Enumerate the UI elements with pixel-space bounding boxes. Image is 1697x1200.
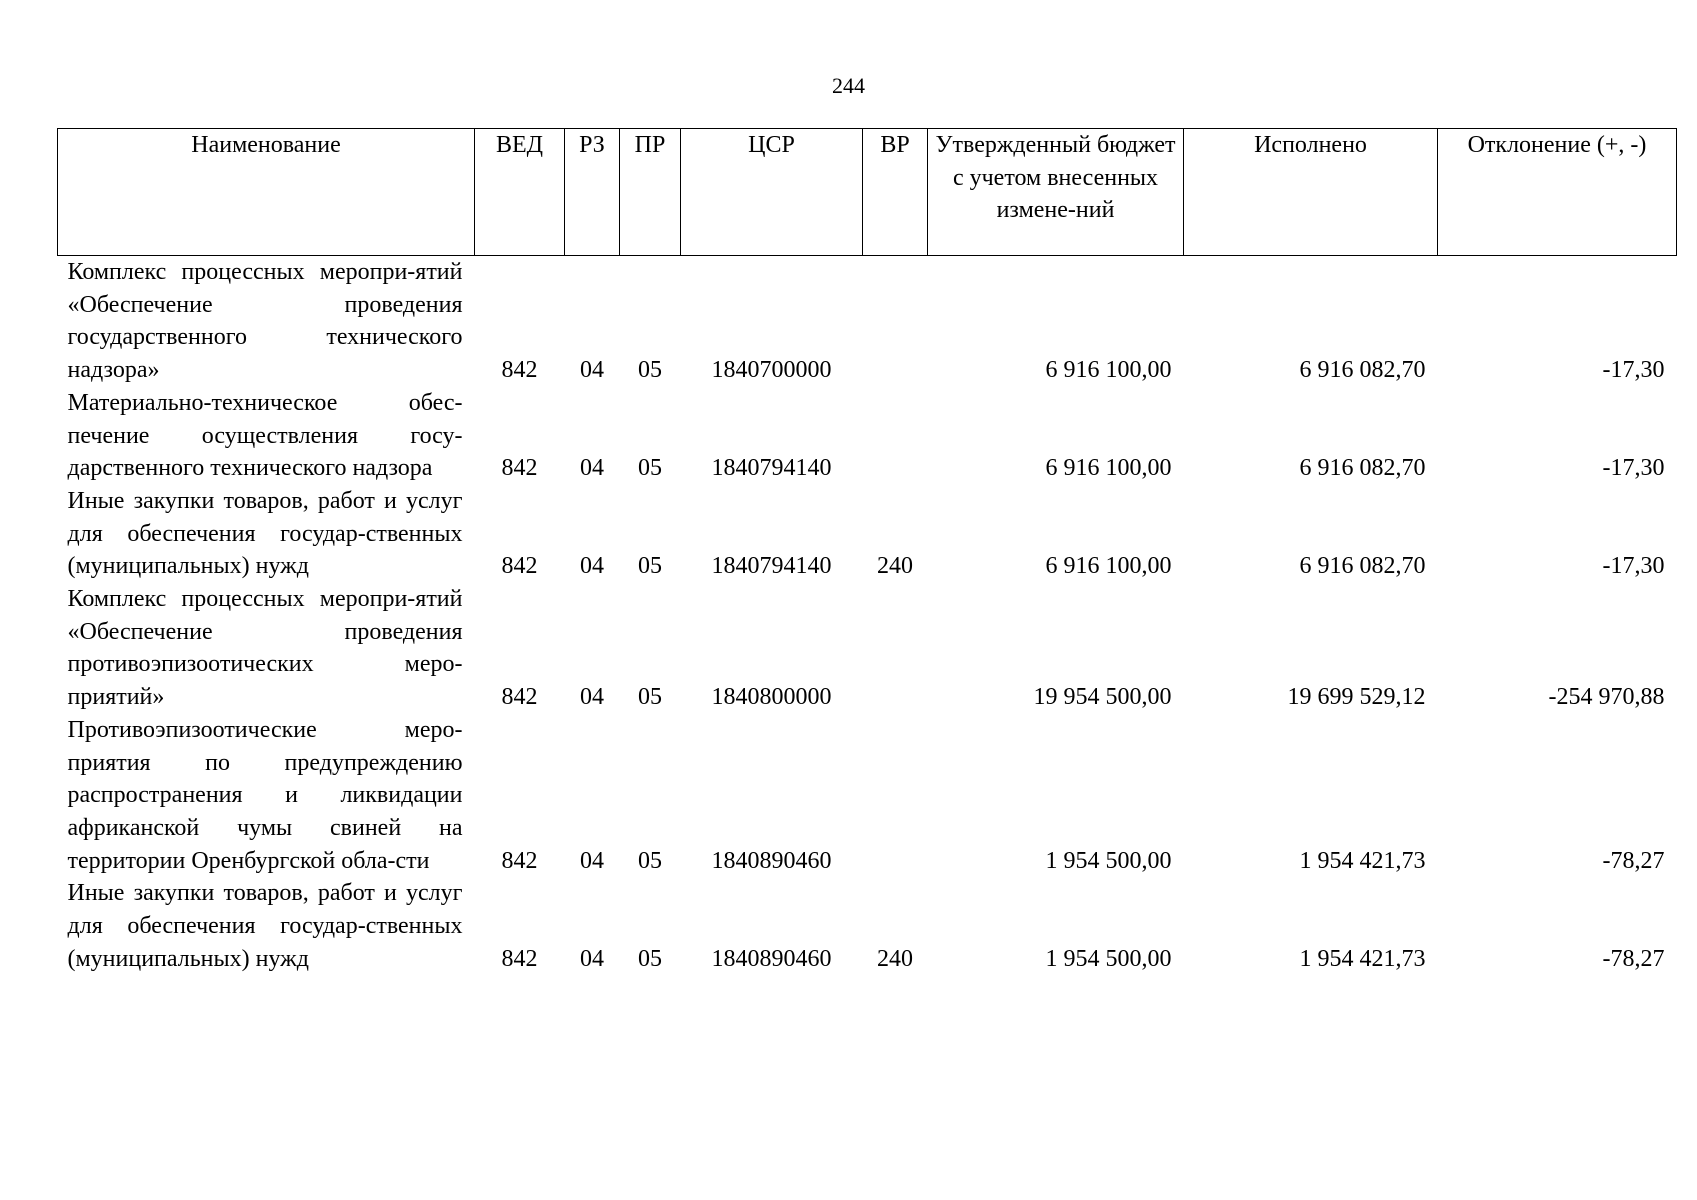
row-deviation: -78,27 [1602,847,1665,874]
header-rz: РЗ [565,129,620,256]
row-rz: 04 [580,945,604,972]
row-csr: 1840794140 [711,553,832,580]
row-name: Комплекс процессных меропри-ятий «Обеспечение проведения государственного технического надзора» [67,259,463,384]
row-name: Иные закупки товаров, работ и услуг для обеспечения государ-ственных (муниципальных) нужд [67,880,463,972]
header-name: Наименование [58,129,475,256]
row-pr: 05 [638,684,662,711]
row-approved: 1 954 500,00 [1045,847,1172,874]
row-ved: 842 [501,553,538,580]
row-executed: 6 916 082,70 [1299,553,1426,580]
row-deviation: -17,30 [1602,553,1665,580]
row-deviation: -17,30 [1602,357,1665,384]
row-csr: 1840800000 [711,684,832,711]
row-ved: 842 [501,945,538,972]
row-vr: 240 [877,945,913,972]
row-approved: 6 916 100,00 [1045,357,1172,384]
header-ved: ВЕД [475,129,565,256]
row-deviation: -17,30 [1602,455,1665,482]
row-vr [863,387,928,485]
row-rz: 04 [580,357,604,384]
row-rz: 04 [580,847,604,874]
row-pr: 05 [638,455,662,482]
row-approved: 1 954 500,00 [1045,945,1172,972]
row-pr: 05 [638,847,662,874]
row-name: Материально-техническое обес-печение осуществления госу-дарственного технического надзора [67,389,463,482]
row-ved: 842 [501,684,538,711]
header-csr: ЦСР [681,129,863,256]
row-vr [863,714,928,878]
row-approved: 19 954 500,00 [1033,684,1172,711]
row-deviation: -254 970,88 [1548,684,1665,711]
header-approved: Утвержденный бюджет с учетом внесенных измене-ний [928,129,1184,256]
row-name: Иные закупки товаров, работ и услуг для обеспечения государ-ственных (муниципальных) нужд [67,487,463,580]
row-approved: 6 916 100,00 [1045,455,1172,482]
header-deviation: Отклонение (+, -) [1438,129,1677,256]
row-executed: 6 916 082,70 [1299,455,1426,482]
row-pr: 05 [638,357,662,384]
row-executed: 1 954 421,73 [1299,847,1426,874]
table-row [58,387,1677,485]
row-ved: 842 [501,847,538,874]
row-ved: 842 [501,357,538,384]
row-vr [863,256,928,387]
header-vr: ВР [863,129,928,256]
row-name: Комплекс процессных меропри-ятий «Обеспечение проведения противоэпизоотических меро-приятий» [67,586,463,711]
table-row [58,714,1677,878]
row-pr: 05 [638,553,662,580]
table-row [58,877,1677,975]
row-vr: 240 [877,553,913,580]
table-row [58,256,1677,387]
row-csr: 1840700000 [711,357,832,384]
row-deviation: -78,27 [1602,945,1665,972]
table-row [58,485,1677,583]
row-executed: 6 916 082,70 [1299,357,1426,384]
row-csr: 1840890460 [711,945,832,972]
header-pr: ПР [620,129,681,256]
table-row [58,583,1677,714]
row-vr [863,583,928,714]
row-approved: 6 916 100,00 [1045,553,1172,580]
row-executed: 1 954 421,73 [1299,945,1426,972]
budget-table [57,128,1677,975]
row-pr: 05 [638,945,662,972]
row-rz: 04 [580,553,604,580]
row-name: Противоэпизоотические меро-приятия по предупреждению распространения и ликвидации африканской чумы свиней на территории Оренбургской обла-сти [67,716,463,874]
page-number: 244 [832,73,865,98]
row-executed: 19 699 529,12 [1287,684,1426,711]
header-executed: Исполнено [1184,129,1438,256]
row-ved: 842 [501,455,538,482]
row-rz: 04 [580,455,604,482]
row-csr: 1840890460 [711,847,832,874]
table-header-row [58,129,1677,256]
row-csr: 1840794140 [711,455,832,482]
row-rz: 04 [580,684,604,711]
